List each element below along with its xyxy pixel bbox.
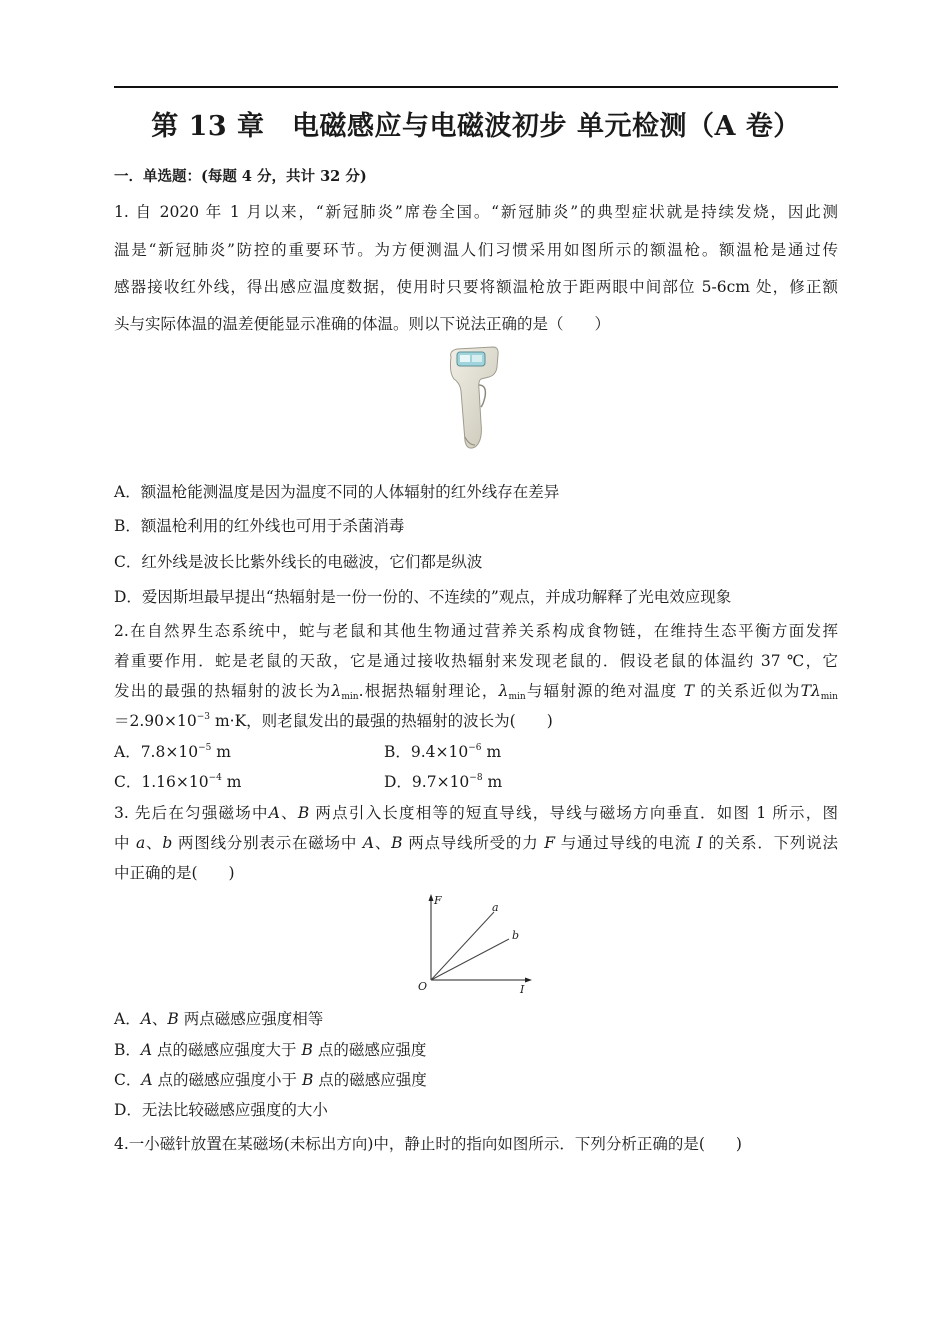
q4-line-1: 4.一小磁针放置在某磁场(未标出方向)中，静止时的指向如图所示．下列分析正确的是( ): [114, 1135, 742, 1153]
q3-option-d: D．无法比较磁感应强度的大小: [114, 1101, 328, 1119]
q3-option-b: B．A 点的磁感应强度大于 B 点的磁感应强度: [114, 1041, 427, 1059]
graph-line-a: [431, 912, 494, 980]
q1-line-3: 感器接收红外线，得出感应温度数据，使用时只要将额温枪放于距两眼中间部位 5-6cm 处，修正额: [114, 278, 838, 296]
q1-line-1: 1. 自 2020 年 1 月以来，“新冠肺炎”席卷全国。“新冠肺炎”的典型症状就是持续发烧，因此测: [114, 203, 838, 221]
y-axis-label: F: [434, 894, 442, 907]
q2-line-3: 发出的最强的热辐射的波长为$\lambda_{min}$.根据热辐射理论，$\lambda_{min}$与辐射源的绝对温度 T 的关系近似为$T\lambda_{min}$: [114, 682, 838, 702]
forehead-thermometer-image: [445, 345, 501, 453]
q2-option-c: C．$1.16\times 10^{-4}$ m: [114, 773, 242, 791]
header-rule: [114, 86, 838, 88]
q1-option-b: B．额温枪利用的红外线也可用于杀菌消毒: [114, 517, 405, 535]
origin-label: O: [418, 980, 428, 993]
q2-option-a: A．$7.8\times 10^{-5}$ m: [114, 743, 231, 761]
line-a-label: a: [492, 901, 499, 914]
q3-line-1: 3. 先后在匀强磁场中A、B 两点引入长度相等的短直导线，导线与磁场方向垂直．如图 1 所示，图: [114, 804, 838, 822]
q2-line-2: 着重要作用．蛇是老鼠的天敌，它是通过接收热辐射来发现老鼠的．假设老鼠的体温约 37 ℃，它: [114, 652, 838, 670]
x-axis-label: I: [520, 983, 525, 996]
q2-line-1: 2.在自然界生态系统中，蛇与老鼠和其他生物通过营养关系构成食物链，在维持生态平衡方面发挥: [114, 622, 838, 640]
q2-option-b: B．$9.4\times 10^{-6}$ m: [384, 743, 502, 761]
x-axis-arrow-icon: [525, 978, 532, 983]
q1-line-4: 头与实际体温的温差便能显示准确的体温。则以下说法正确的是（ ）: [114, 315, 611, 333]
page-title: 第 13 章 电磁感应与电磁波初步 单元检测（A 卷）: [151, 111, 801, 142]
q3-option-c: C．A 点的磁感应强度小于 B 点的磁感应强度: [114, 1071, 427, 1089]
q1-option-a: A．额温枪能测温度是因为温度不同的人体辐射的红外线存在差异: [114, 483, 560, 501]
q2-line-4: $=2.90\times 10^{-3}$ m·K，则老鼠发出的最强的热辐射的波长为( ): [114, 712, 553, 730]
y-axis-arrow-icon: [429, 894, 434, 901]
q3-option-a: A．A、B 两点磁感应强度相等: [114, 1010, 324, 1028]
q1-option-d: D．爱因斯坦最早提出“热辐射是一份一份的、不连续的”观点，并成功解释了光电效应现象: [114, 588, 732, 606]
graph-line-b: [431, 939, 509, 980]
q3-line-2: 中 a、b 两图线分别表示在磁场中 A、B 两点导线所受的力 F 与通过导线的电流 I 的关系．下列说法: [114, 834, 838, 852]
q1-line-2: 温是“新冠肺炎”防控的重要环节。为方便测温人们习惯采用如图所示的额温枪。额温枪是通过传: [114, 241, 838, 259]
line-b-label: b: [512, 929, 520, 942]
q1-option-c: C．红外线是波长比紫外线长的电磁波，它们都是纵波: [114, 553, 483, 571]
q2-option-d: D．$9.7\times 10^{-8}$ m: [384, 773, 503, 791]
section-heading: 一．单选题：(每题 4 分，共计 32 分): [114, 168, 367, 185]
q3-line-3: 中正确的是( ): [114, 864, 235, 882]
force-current-graph: [412, 892, 537, 996]
